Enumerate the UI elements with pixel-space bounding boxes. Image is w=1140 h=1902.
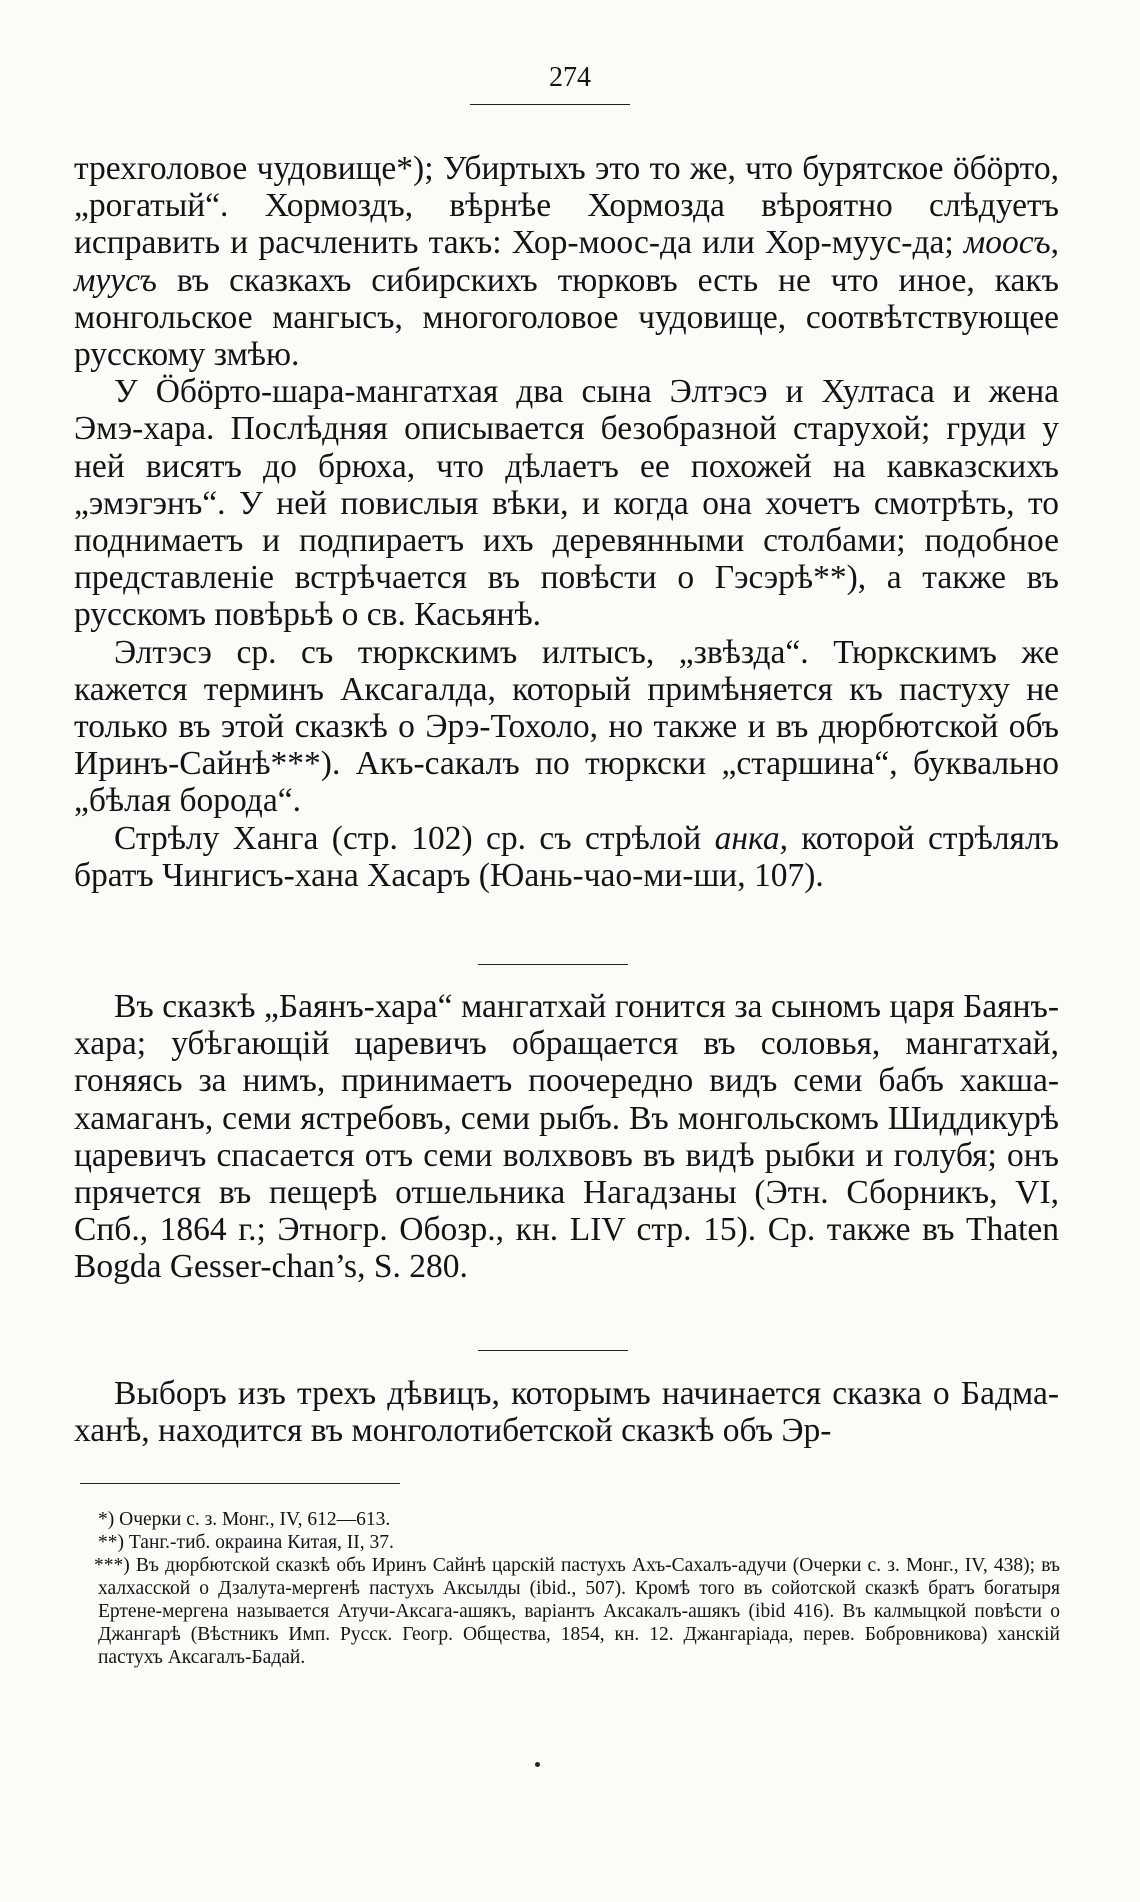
footnote-3: ***) Въ дюрбютской сказкѣ объ Иринъ Сайнѣ царскій пастухъ Ахъ-Сахалъ-адучи (Очерки с. з. Монг., IV, 438); въ халхасской о Дзалута-мергенѣ пастухъ Аксылды (ibid., 507). Кромѣ того въ сойотской сказкѣ братъ богатыря Ертене-мергена называется Атучи-Аксага-ашякъ, варіантъ Аксакалъ-ашякъ (ibid 416). Въ калмыцкой повѣсти о Джангарѣ (Вѣстникъ Имп. Русск. Геогр. Общества, 1854, кн. 12. Джангаріада, перев. Бобровникова) ханскій пастухъ Аксагалъ-Бадай. [94,1555,1060,1668]
paragraph-2: У Ӧбӧрто-шара-мангатхая два сына Элтэсэ и Хултаса и жена Эмэ-хара. Послѣдняя описывается безобразной старухой; груди у ней висятъ до брюха, что дѣлаетъ ее похожей на кавказскихъ „эмэгэнъ“. У ней повислыя вѣки, и когда она хочетъ смотрѣть, то поднимаетъ и подпираетъ ихъ деревянными столбами; подобное представленіе встрѣчается въ повѣсти о Гэсэрѣ**), а также въ русскомъ повѣрьѣ о св. Касьянѣ. [74,373,1059,634]
page-number-underline [470,104,630,105]
paragraph-1-sep: , [1050,224,1059,262]
paragraph-1 [74,150,1059,373]
italic-term-muus: муусъ [74,261,157,299]
paragraph-3: Элтэсэ ср. съ тюркскимъ илтысъ, „звѣзда“. Тюркскимъ же кажется терминъ Аксагалда, который примѣняется къ пастуху не только въ этой сказкѣ о Эрэ-Тохоло, но также и въ дюрбютской объ Иринъ-Сайнѣ***). Акъ-сакалъ по тюркски „старшина“, буквально „бѣлая борода“. [74,633,1059,820]
paragraph-1-part-b: въ сказкахъ сибирскихъ тюрковъ есть не что иное, какъ монгольское мангысъ, многоголовое чудовище, соотвѣтствующее русскому змѣю. [74,261,1059,374]
text-block-3 [74,1375,1059,1449]
printer-dot-mark [535,1762,540,1767]
paragraph-4-part-b: которой стрѣлялъ братъ Чингисъ-хана Хасаръ (Юань-чао-ми-ши, 107). [74,819,1059,894]
paragraph-4 [74,820,1059,894]
paragraph-6: Выборъ изъ трехъ дѣвицъ, которымъ начинается сказка о Бадма-ханѣ, находится въ монголотибетской сказкѣ объ Эр- [74,1375,1059,1450]
footnote-1: *) Очерки с. з. Монг., IV, 612—613. [98,1509,391,1530]
page-number: 274 [549,62,591,93]
italic-term-moos: моосъ [963,224,1051,262]
paragraph-1-part-a: трехголовое чудовище*); Убиртыхъ это то же, что бурятское ӧбӧрто, „рогатый“. Хормоздъ, вѣрнѣе Хормозда вѣроятно слѣдуетъ исправить и расчленить такъ: Хор-моос-да или Хор-муус-да; [74,150,1059,262]
text-block-1 [74,150,1059,894]
italic-term-anka: анка, [714,819,788,857]
footnote-2: **) Танг.-тиб. окраина Китая, II, 37. [98,1532,394,1553]
paragraph-5: Въ сказкѣ „Баянъ-хара“ мангатхай гонится за сыномъ царя Баянъ-хара; убѣгающій царевичъ обращается въ соловья, мангатхай, гоняясь за нимъ, принимаетъ поочередно видъ семи бабъ хакша-хамаганъ, семи ястребовъ, семи рыбъ. Въ монгольскомъ Шиддикурѣ царевичъ спасается отъ семи волхвовъ въ видѣ рыбки и голубя; онъ прячется въ пещерѣ отшельника Нагадзаны (Этн. Сборникъ, VI, Спб., 1864 г.; Этногр. Обозр., кн. LIV стр. 15). Ср. также въ Thaten Bogda Gesser-chan’s, S. 280. [74,988,1059,1286]
text-block-2 [74,988,1059,1286]
footnotes [80,1508,1060,1669]
paragraph-4-part-a: Стрѣлу Ханга (стр. 102) ср. съ стрѣлой [114,819,715,857]
footnote-separator [80,1483,400,1484]
section-separator-2 [478,1350,628,1351]
section-separator-1 [478,964,628,965]
